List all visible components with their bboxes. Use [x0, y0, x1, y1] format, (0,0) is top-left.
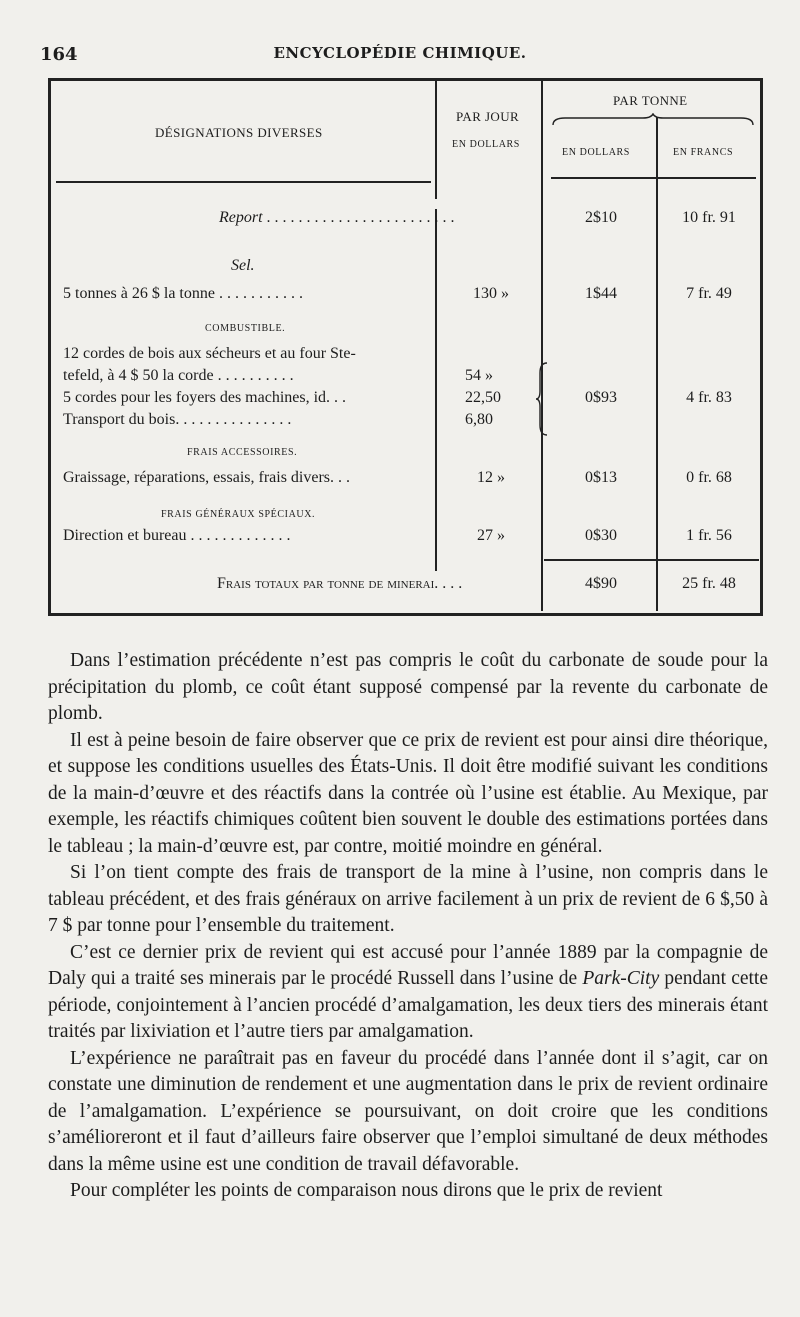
page-number: 164	[40, 44, 78, 65]
header-en-dollars: EN DOLLARS	[452, 139, 520, 150]
divider	[544, 559, 759, 561]
header-en-dollars: EN DOLLARS	[562, 147, 630, 158]
place-name: Park-City	[582, 968, 660, 989]
divider	[541, 81, 543, 611]
sel-jour: 130 »	[473, 285, 509, 302]
combustible-line: 5 cordes pour les foyers des machines, id. . .	[63, 389, 347, 406]
divider	[551, 177, 756, 179]
header-par-jour: PAR JOUR	[456, 109, 520, 124]
frais-generaux-heading: FRAIS GÉNÉRAUX SPÉCIAUX.	[161, 509, 316, 520]
paragraph: Dans l’estimation précédente n’est pas compris le coût du carbonate de soude pour la précipitation du plomb, ce coût étant supposé compensé par la revente du carbonate de plomb.	[48, 650, 768, 724]
combustible-jour: 6,80	[465, 411, 493, 428]
paragraph: Il est à peine besoin de faire observer que ce prix de revient est pour ainsi dire théorique, et suppose les conditions usuelles des États-Unis. Il doit être modifié suivant les conditions de la main-d’œuvre et des réactifs dans la contrée où l’usine est établie. Au Mexique, par exemple, les réactifs chimiques coûtent bien souvent le double des estimations portées dans le tableau ; la main-d’œuvre est, par contre, moitié moindre en général.	[48, 729, 768, 857]
combustible-jour: 22,50	[465, 389, 501, 406]
combustible-jour: 54 »	[465, 367, 493, 384]
divider	[435, 209, 437, 571]
report-dollars: 2$10	[585, 209, 617, 226]
paragraph-text: pendant cette période, conjointement à l’ancien procédé d’amalgamation, les deux tiers des minerais étant traités par lixiviation et l’autre tiers par amalgamation.	[48, 968, 768, 1042]
divider	[656, 117, 658, 611]
frais-accessoires-heading: FRAIS ACCESSOIRES.	[187, 447, 298, 458]
total-dollars: 4$90	[585, 575, 617, 592]
frais-accessoires-row: Graissage, réparations, essais, frais divers. . .	[63, 469, 351, 486]
sel-heading: Sel.	[231, 257, 255, 274]
combustible-line: 12 cordes de bois aux sécheurs et au four Ste-	[63, 345, 356, 362]
combustible-brace	[535, 361, 549, 437]
report-row	[219, 209, 455, 227]
report-label: Report	[219, 209, 263, 226]
body-text	[48, 648, 768, 1205]
combustible-line: tefeld, à 4 $ 50 la corde . . . . . . . . . .	[63, 367, 294, 384]
paragraph-text: C’est ce dernier prix de revient qui est accusé pour l’année 1889 par la compagnie de Daly qui a traité ses minerais par le procédé Russell dans l’usine de	[48, 941, 768, 989]
sel-dollars: 1$44	[585, 285, 617, 302]
divider	[56, 181, 431, 183]
paragraph	[48, 940, 768, 1046]
combustible-francs: 4 fr. 83	[686, 389, 732, 406]
frais-accessoires-dollars: 0$13	[585, 469, 617, 486]
sel-francs: 7 fr. 49	[686, 285, 732, 302]
header-par-tonne: PAR TONNE	[613, 93, 688, 108]
divider	[435, 81, 437, 199]
direction-francs: 1 fr. 56	[686, 527, 732, 544]
page-header	[40, 44, 760, 72]
running-title: ENCYCLOPÉDIE CHIMIQUE.	[273, 44, 527, 62]
direction-jour: 27 »	[477, 527, 505, 544]
frais-accessoires-jour: 12 »	[477, 469, 505, 486]
paragraph: Pour compléter les points de comparaison nous dirons que le prix de revient	[70, 1180, 663, 1201]
header-en-francs: EN FRANCS	[673, 147, 734, 158]
total-francs: 25 fr. 48	[682, 575, 736, 592]
combustible-line: Transport du bois. . . . . . . . . . . . . . .	[63, 411, 292, 428]
header-brace	[551, 113, 756, 127]
direction-dollars: 0$30	[585, 527, 617, 544]
report-francs: 10 fr. 91	[682, 209, 736, 226]
sel-row: 5 tonnes à 26 $ la tonne . . . . . . . . . . .	[63, 285, 303, 302]
total-label: Frais totaux par tonne de minerai. . . .	[217, 575, 463, 592]
combustible-dollars: 0$93	[585, 389, 617, 406]
combustible-heading: COMBUSTIBLE.	[205, 323, 286, 334]
header-designations: DÉSIGNATIONS DIVERSES	[155, 125, 323, 140]
direction-row: Direction et bureau . . . . . . . . . . . . .	[63, 527, 291, 544]
report-dots: . . . . . . . . . . . . . . . . . . . . . . . .	[266, 209, 455, 226]
frais-accessoires-francs: 0 fr. 68	[686, 469, 732, 486]
paragraph: L’expérience ne paraîtrait pas en faveur du procédé dans l’année dont il s’agit, car on constate une diminution de rendement et une augmentation dans le prix de revient ordinaire de l’amalgamation. L’expérience se poursuivant, on doit croire que les conditions s’amélioreront et il faut d’ailleurs faire observer que l’emploi simultané de deux méthodes dans la même usine est une condition de travail défavorable.	[48, 1047, 768, 1175]
paragraph: Si l’on tient compte des frais de transport de la mine à l’usine, non compris dans le tableau précédent, et des frais généraux on arrive facilement à un prix de revient de 6 $,50 à 7 $ par tonne pour l’ensemble du traitement.	[48, 862, 768, 936]
cost-table	[48, 78, 763, 616]
